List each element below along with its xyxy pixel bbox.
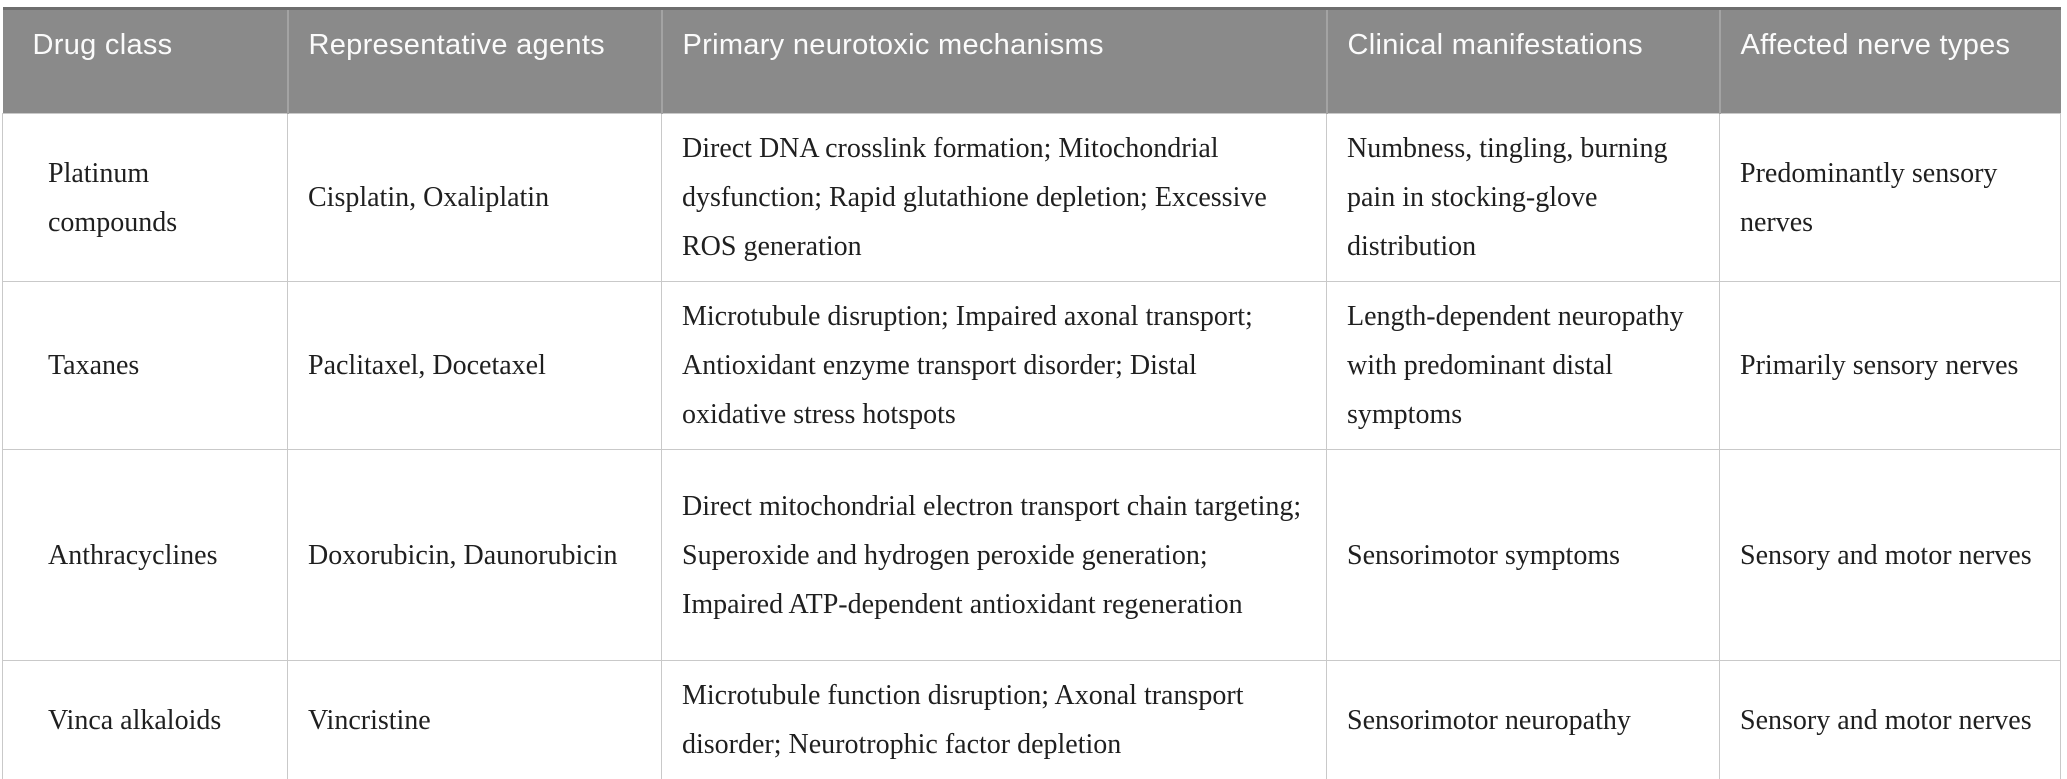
cell-clinical-manifestations: Length-dependent neuropathy with predominant distal symptoms	[1327, 282, 1720, 450]
column-header-representative-agents: Representative agents	[288, 9, 662, 114]
column-header-clinical-manifestations: Clinical manifestations	[1327, 9, 1720, 114]
table-row-platinum-compounds	[3, 114, 2061, 282]
cell-representative-agents: Cisplatin, Oxaliplatin	[288, 114, 662, 282]
cell-representative-agents: Paclitaxel, Docetaxel	[288, 282, 662, 450]
cell-drug-class: Vinca alkaloids	[3, 661, 288, 779]
column-header-drug-class: Drug class	[3, 9, 288, 114]
cell-primary-neurotoxic-mechanisms: Microtubule function disruption; Axonal transport disorder; Neurotrophic factor depletion	[662, 661, 1327, 779]
table-row-anthracyclines	[3, 450, 2061, 661]
cell-clinical-manifestations: Sensorimotor neuropathy	[1327, 661, 1720, 779]
cell-representative-agents: Vincristine	[288, 661, 662, 779]
cell-primary-neurotoxic-mechanisms: Microtubule disruption; Impaired axonal transport; Antioxidant enzyme transport disorder; Distal oxidative stress hotspots	[662, 282, 1327, 450]
cell-primary-neurotoxic-mechanisms: Direct DNA crosslink formation; Mitochondrial dysfunction; Rapid glutathione depletion; Excessive ROS generation	[662, 114, 1327, 282]
chemotherapy-neurotoxicity-table	[2, 7, 2061, 779]
cell-drug-class: Anthracyclines	[3, 450, 288, 661]
cell-affected-nerve-types: Primarily sensory nerves	[1720, 282, 2061, 450]
cell-primary-neurotoxic-mechanisms: Direct mitochondrial electron transport chain targeting; Superoxide and hydrogen peroxide generation; Impaired ATP-dependent antioxidant regeneration	[662, 450, 1327, 661]
cell-drug-class: Taxanes	[3, 282, 288, 450]
cell-affected-nerve-types: Sensory and motor nerves	[1720, 450, 2061, 661]
table-row-taxanes	[3, 282, 2061, 450]
chemotherapy-neurotoxicity-table-container	[2, 7, 2060, 779]
cell-representative-agents: Doxorubicin, Daunorubicin	[288, 450, 662, 661]
cell-drug-class: Platinum compounds	[3, 114, 288, 282]
header-row	[3, 9, 2061, 114]
table-row-vinca-alkaloids	[3, 661, 2061, 779]
cell-clinical-manifestations: Numbness, tingling, burning pain in stocking-glove distribution	[1327, 114, 1720, 282]
cell-clinical-manifestations: Sensorimotor symptoms	[1327, 450, 1720, 661]
cell-affected-nerve-types: Sensory and motor nerves	[1720, 661, 2061, 779]
column-header-primary-neurotoxic-mechanisms: Primary neurotoxic mechanisms	[662, 9, 1327, 114]
column-header-affected-nerve-types: Affected nerve types	[1720, 9, 2061, 114]
cell-affected-nerve-types: Predominantly sensory nerves	[1720, 114, 2061, 282]
